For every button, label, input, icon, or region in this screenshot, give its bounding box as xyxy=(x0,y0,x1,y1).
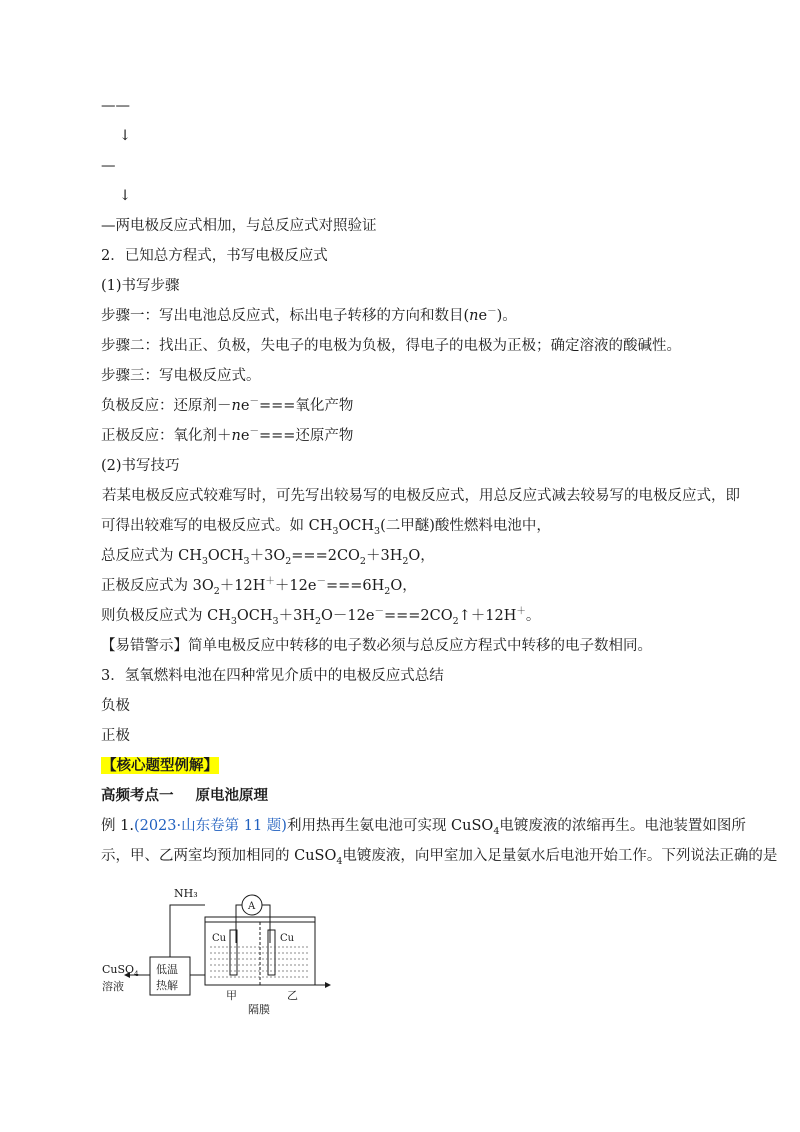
section3-heading: 3．氢氧燃料电池在四种常见介质中的电极反应式总结 xyxy=(101,668,444,684)
right-arrow-icon xyxy=(325,982,331,988)
warning-note: 【易错警示】简单电极反应中转移的电子数必须与总反应方程式中转移的电子数相同。 xyxy=(101,638,652,654)
down-arrow-icon: ↓ xyxy=(119,188,132,204)
membrane-label: 隔膜 xyxy=(248,1003,270,1015)
section2-heading: 2．已知总方程式，书写电极反应式 xyxy=(101,248,328,264)
yi-label: 乙 xyxy=(287,989,298,1002)
core-tag: 【核心题型例解】 xyxy=(102,757,218,774)
box-label-1: 低温 xyxy=(156,963,178,976)
tip-line-2: 可得出较难写的电极反应式。如 $CH_3OCH_3$(二甲醚)酸性燃料电池中， xyxy=(101,518,551,537)
cu-left-label: Cu xyxy=(212,933,227,944)
example-line-2: 示，甲、乙两室均预加相同的 CuSO$_4$电镀废液，向甲室加入足量氨水后电池开始工作。下列说法正确的是 xyxy=(101,848,778,867)
flow-dash-b: — xyxy=(101,158,116,174)
ammeter-label: A xyxy=(248,901,256,912)
negative-reaction: 负极反应：还原剂－ne－===氧化产物 xyxy=(101,396,354,414)
cu-right-label: Cu xyxy=(280,933,295,944)
section2-sub1: (1)书写步骤 xyxy=(101,278,180,294)
section3-positive: 正极 xyxy=(101,728,130,744)
nh3-label: NH₃ xyxy=(174,887,198,900)
flow-last-step: —两电极反应式相加，与总反应式对照验证 xyxy=(101,218,377,234)
positive-equation: 正极反应式为 $3O_2+12H^++12e^-===6H_2O$， xyxy=(101,576,417,597)
flow-dash-a: —— xyxy=(101,98,130,114)
total-reaction: 总反应式为 $CH_3OCH_3+3O_2===2CO_2+3H_2O$， xyxy=(101,548,435,567)
section3-negative: 负极 xyxy=(101,698,130,714)
step3: 步骤三：写电极反应式。 xyxy=(101,368,261,384)
example-line-1: 例 1.(2023·山东卷第 11 题)利用热再生氨电池可实现 CuSO$_4$电镀废液的浓缩再生。电池装置如图所 xyxy=(101,818,746,837)
positive-reaction: 正极反应：氧化剂＋ne－===还原产物 xyxy=(101,426,354,444)
jia-label: 甲 xyxy=(226,989,237,1002)
battery-diagram xyxy=(100,875,340,1015)
nh3-pipe xyxy=(170,905,205,957)
step2: 步骤二：找出正、负极，失电子的电极为负极，得电子的电极为正极；确定溶液的酸碱性。 xyxy=(101,338,681,354)
solution-label: 溶液 xyxy=(102,980,124,993)
section2-sub2: (2)书写技巧 xyxy=(101,458,180,474)
right-cu-electrode xyxy=(268,930,275,975)
cuso4-label: CuSO$_4$ xyxy=(102,963,139,978)
step1: 步骤一：写出电池总反应式，标出电子转移的方向和数目(ne－)。 xyxy=(101,306,517,324)
negative-equation: 则负极反应式为 $CH_3OCH_3+3H_2O-12e^-===2CO_2↑+12H^+$。 xyxy=(101,606,541,627)
tip-line-1: 若某电极反应式较难写时，可先写出较易写的电极反应式，用总反应式减去较易写的电极反应式，即 xyxy=(102,488,740,504)
topic-title: 高频考点一 原电池原理 xyxy=(101,787,268,804)
down-arrow-icon: ↓ xyxy=(119,128,132,144)
box-label-2: 热解 xyxy=(156,979,178,992)
